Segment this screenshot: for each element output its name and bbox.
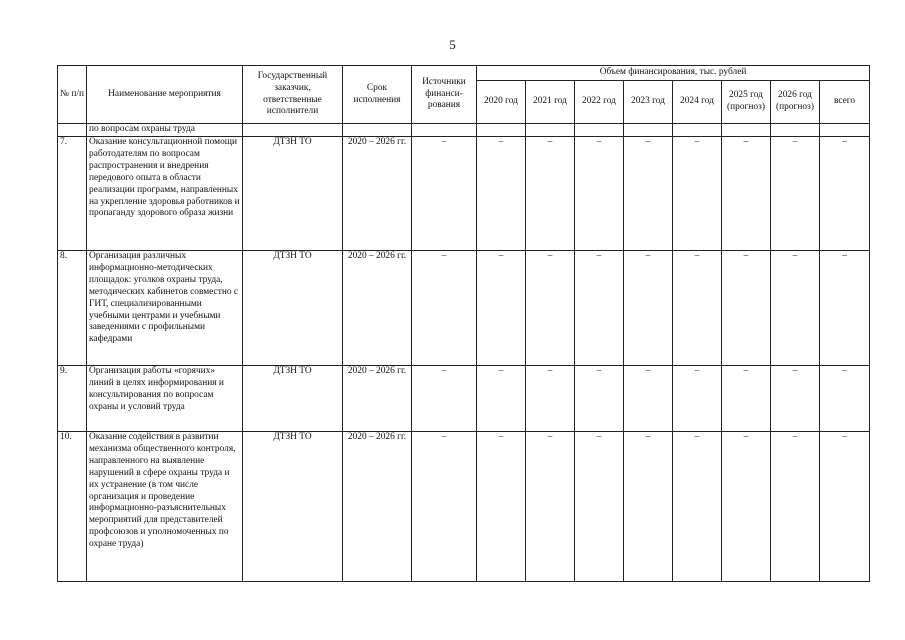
header-total: всего <box>820 81 870 124</box>
cell-value: – <box>477 366 526 432</box>
cell-value: – <box>673 432 722 582</box>
cell-value: – <box>575 432 624 582</box>
cell-empty <box>673 124 722 137</box>
table-row <box>58 137 870 251</box>
cell-num: 9. <box>58 366 87 432</box>
header-sources: Источники финанси-рования <box>412 66 477 124</box>
cell-empty <box>575 124 624 137</box>
cell-value: – <box>820 432 870 582</box>
cell-empty <box>526 124 575 137</box>
cell-value: – <box>771 366 820 432</box>
cell-name: Организация работы «горячих» линий в целях информирования и консультирования по вопросам охраны и условий труда <box>87 366 243 432</box>
cell-value: – <box>624 251 673 366</box>
cell-value: – <box>575 366 624 432</box>
cell-value: – <box>526 432 575 582</box>
cell-value: – <box>526 366 575 432</box>
header-year: 2020 год <box>477 81 526 124</box>
cell-value: – <box>673 137 722 251</box>
cell-value: – <box>722 137 771 251</box>
page-number: 5 <box>449 37 456 52</box>
cell-num: 10. <box>58 432 87 582</box>
cell-value: – <box>575 251 624 366</box>
cell-empty <box>477 124 526 137</box>
cell-empty <box>820 124 870 137</box>
cell-sources: – <box>412 432 477 582</box>
cell-num <box>58 124 87 137</box>
cell-value: – <box>624 432 673 582</box>
cell-name: по вопросам охраны труда <box>87 124 243 137</box>
cell-customer: ДТЗН ТО <box>243 432 343 582</box>
cell-name: Оказание содействия в развитии механизма общественного контроля, направленного на выявление нарушений в сфере охраны труда и их устранение (в том числе организация и проведение информационно-разъяснительных мероприятий для представителей профсоюзов и уполномоченных по охране труда) <box>87 432 243 582</box>
cell-sources: – <box>412 251 477 366</box>
cell-term: 2020 – 2026 гг. <box>343 137 412 251</box>
cell-empty <box>243 124 343 137</box>
header-customer: Государственный заказчик, ответственные исполнители <box>243 66 343 124</box>
header-year: 2023 год <box>624 81 673 124</box>
cell-value: – <box>771 137 820 251</box>
cell-sources: – <box>412 366 477 432</box>
cell-term: 2020 – 2026 гг. <box>343 251 412 366</box>
cell-num: 8. <box>58 251 87 366</box>
cell-value: – <box>771 251 820 366</box>
cell-name: Организация различных информационно-методических площадок: уголков охраны труда, методических кабинетов совместно с ГИТ, специализированными учебными центрами и учебными заведениями с профильными кафедрами <box>87 251 243 366</box>
cell-sources: – <box>412 137 477 251</box>
table-row <box>58 251 870 366</box>
cell-value: – <box>477 137 526 251</box>
cell-value: – <box>624 366 673 432</box>
header-name: Наименование мероприятия <box>87 66 243 124</box>
cell-value: – <box>624 137 673 251</box>
cell-customer: ДТЗН ТО <box>243 137 343 251</box>
cell-value: – <box>477 251 526 366</box>
cell-empty <box>722 124 771 137</box>
header-term: Срок исполнения <box>343 66 412 124</box>
cell-empty <box>343 124 412 137</box>
table-row <box>58 366 870 432</box>
cell-empty <box>624 124 673 137</box>
header-volume: Объем финансирования, тыс. рублей <box>477 66 870 81</box>
cell-value: – <box>722 366 771 432</box>
cell-customer: ДТЗН ТО <box>243 366 343 432</box>
header-year: 2024 год <box>673 81 722 124</box>
cell-value: – <box>673 366 722 432</box>
header-year: 2021 год <box>526 81 575 124</box>
cell-term: 2020 – 2026 гг. <box>343 432 412 582</box>
cell-value: – <box>771 432 820 582</box>
cell-value: – <box>820 137 870 251</box>
cell-value: – <box>526 137 575 251</box>
cell-value: – <box>820 366 870 432</box>
table-row-continuation <box>58 124 870 137</box>
header-num: № п/п <box>58 66 87 124</box>
cell-value: – <box>673 251 722 366</box>
cell-customer: ДТЗН ТО <box>243 251 343 366</box>
cell-value: – <box>820 251 870 366</box>
funding-table <box>57 65 870 582</box>
table-row <box>58 432 870 582</box>
cell-num: 7. <box>58 137 87 251</box>
cell-value: – <box>575 137 624 251</box>
cell-name: Оказание консультационной помощи работодателям по вопросам распространения и внедрения передового опыта в области реализации программ, направленных на укрепление здоровья работников и пропаганду здорового образа жизни <box>87 137 243 251</box>
cell-term: 2020 – 2026 гг. <box>343 366 412 432</box>
header-year: 2026 год (прогноз) <box>771 81 820 124</box>
header-year: 2025 год (прогноз) <box>722 81 771 124</box>
header-year: 2022 год <box>575 81 624 124</box>
cell-empty <box>771 124 820 137</box>
cell-value: – <box>722 251 771 366</box>
cell-value: – <box>722 432 771 582</box>
cell-value: – <box>477 432 526 582</box>
cell-empty <box>412 124 477 137</box>
cell-value: – <box>526 251 575 366</box>
